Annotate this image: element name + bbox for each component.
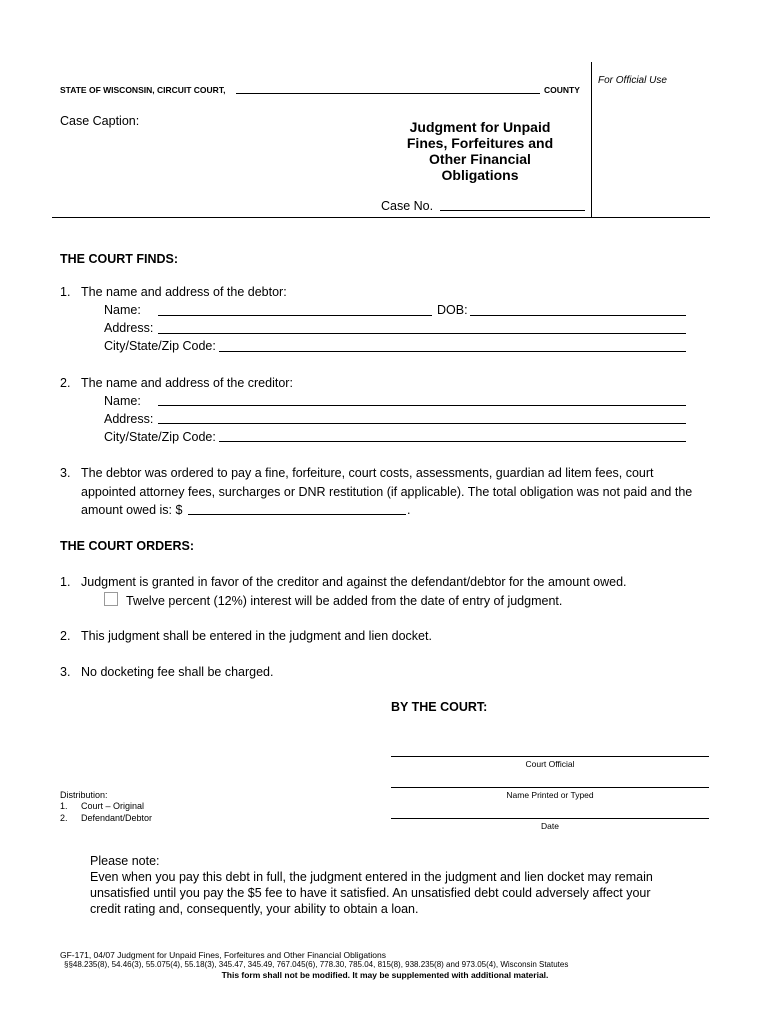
obligation-text-line: The debtor was ordered to pay a fine, forfeiture, court costs, assessments, guardian ad litem fees, court [81, 466, 654, 480]
debtor-city-field[interactable] [219, 351, 686, 352]
title-line: Judgment for Unpaid [409, 119, 551, 135]
distribution-item: Defendant/Debtor [81, 813, 153, 823]
case-caption-label: Case Caption: [60, 114, 140, 128]
orders-item-number: 2. [60, 629, 71, 643]
form-id: GF-171, 04/07 Judgment for Unpaid Fines, Forfeitures and Other Financial Obligations [60, 950, 387, 960]
judgment-granted-text: Judgment is granted in favor of the creditor and against the defendant/debtor for the amount owed. [81, 575, 627, 589]
case-no-label: Case No. [381, 199, 434, 213]
header-divider [52, 217, 710, 218]
debtor-city-label: City/State/Zip Code: [104, 339, 216, 353]
judgment-docket-text: This judgment shall be entered in the judgment and lien docket. [81, 629, 432, 643]
creditor-address-label: Address: [104, 412, 154, 426]
creditor-name-field[interactable] [158, 405, 686, 406]
modification-notice: This form shall not be modified. It may be supplemented with additional material. [221, 970, 549, 980]
amount-owed-field[interactable] [188, 514, 406, 515]
finds-item-number: 1. [60, 285, 71, 299]
note-line: unsatisfied until you pay the $5 fee to have it satisfied. An unsatisfied debt could adversely affect your [90, 886, 651, 900]
court-orders-heading: THE COURT ORDERS: [60, 539, 195, 553]
by-the-court-label: BY THE COURT: [391, 700, 488, 714]
debtor-address-field[interactable] [158, 333, 686, 334]
debtor-heading: The name and address of the debtor: [81, 285, 287, 299]
debtor-name-label: Name: [104, 303, 141, 317]
name-printed-label: Name Printed or Typed [506, 790, 594, 800]
amount-owed-label: amount owed is: $ [81, 503, 183, 517]
debtor-address-label: Address: [104, 321, 154, 335]
amount-owed-period: . [407, 503, 411, 517]
creditor-city-field[interactable] [219, 441, 686, 442]
title-line: Other Financial [429, 151, 531, 167]
distribution-label: Distribution: [60, 790, 108, 800]
state-court-label: STATE OF WISCONSIN, CIRCUIT COURT, [60, 85, 226, 95]
note-line: credit rating and, consequently, your ability to obtain a loan. [90, 902, 419, 916]
note-label: Please note: [90, 854, 160, 868]
finds-item-number: 2. [60, 376, 71, 390]
official-use-label: For Official Use [598, 75, 667, 86]
date-field[interactable] [391, 818, 709, 819]
note-line: Even when you pay this debt in full, the judgment entered in the judgment and lien docket may remain [90, 870, 653, 884]
docketing-fee-text: No docketing fee shall be charged. [81, 665, 274, 679]
finds-item-number: 3. [60, 466, 71, 480]
distribution-item-number: 2. [60, 813, 68, 823]
orders-item-number: 3. [60, 665, 71, 679]
court-finds-heading: THE COURT FINDS: [60, 252, 179, 266]
statutes-reference: §§48.235(8), 54.46(3), 55.075(4), 55.18(3), 345.47, 345.49, 767.045(6), 778.30, 785.04, 815(8), 938.235(8) and 973.05(4), Wisconsin Statutes [64, 960, 569, 969]
interest-label: Twelve percent (12%) interest will be added from the date of entry of judgment. [126, 594, 563, 608]
date-label: Date [541, 821, 559, 831]
case-no-field[interactable] [440, 210, 585, 211]
obligation-text-line: appointed attorney fees, surcharges or DNR restitution (if applicable). The total obligation was not paid and the [81, 485, 693, 499]
creditor-city-label: City/State/Zip Code: [104, 430, 216, 444]
debtor-dob-field[interactable] [470, 315, 686, 316]
document-title [380, 119, 580, 183]
creditor-name-label: Name: [104, 394, 141, 408]
name-printed-field[interactable] [391, 787, 709, 788]
distribution-item-number: 1. [60, 801, 68, 811]
county-label: COUNTY [544, 85, 580, 95]
official-use-divider [591, 62, 592, 218]
debtor-dob-label: DOB: [437, 303, 468, 317]
county-name-field[interactable] [236, 93, 540, 94]
distribution-item: Court – Original [81, 801, 145, 811]
court-official-label: Court Official [525, 759, 575, 769]
interest-checkbox[interactable] [104, 592, 118, 606]
creditor-address-field[interactable] [158, 423, 686, 424]
creditor-heading: The name and address of the creditor: [81, 376, 293, 390]
court-official-signature-field[interactable] [391, 756, 709, 757]
title-line: Fines, Forfeitures and [406, 135, 554, 151]
debtor-name-field[interactable] [158, 315, 432, 316]
title-line: Obligations [441, 167, 519, 183]
orders-item-number: 1. [60, 575, 71, 589]
